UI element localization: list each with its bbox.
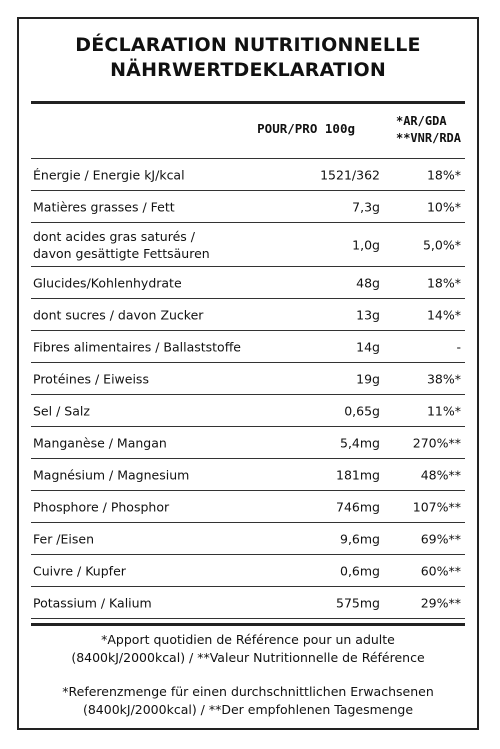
nutrient-value: 5,4mg — [340, 435, 380, 450]
table-row — [31, 395, 465, 427]
nutrient-name: Manganèse / Mangan — [33, 435, 167, 450]
nutrient-name: dont acides gras saturés / davon gesättigte Fettsäuren — [33, 228, 210, 261]
table-row — [31, 427, 465, 459]
nutrient-name: Fer /Eisen — [33, 531, 95, 546]
nutrition-rows — [31, 159, 465, 619]
nutrient-reference: 29%** — [420, 595, 461, 610]
table-row — [31, 363, 465, 395]
nutrient-name: Énergie / Energie kJ/kcal — [33, 167, 185, 182]
nutrient-name: Matières grasses / Fett — [33, 199, 175, 214]
footnote-french-line1: *Apport quotidien de Référence pour un adulte — [101, 632, 395, 647]
nutrient-name: Cuivre / Kupfer — [33, 563, 126, 578]
nutrient-name: dont sucres / davon Zucker — [33, 307, 204, 322]
nutrient-value: 746mg — [336, 499, 380, 514]
footnote-german — [19, 683, 477, 719]
nutrient-name: Fibres alimentaires / Ballaststoffe — [33, 339, 242, 354]
nutrient-name: Protéines / Eiweiss — [33, 371, 149, 386]
nutrient-value: 7,3g — [352, 199, 380, 214]
nutrient-reference: 18%* — [426, 275, 461, 290]
table-row — [31, 331, 465, 363]
table-row — [31, 191, 465, 223]
footnote-german-line1: *Referenzmenge für einen durchschnittlichen Erwachsenen — [62, 684, 434, 699]
nutrient-reference: 60%** — [420, 563, 461, 578]
nutrient-reference: 69%** — [420, 531, 461, 546]
nutrient-value: 1,0g — [352, 237, 380, 252]
nutrient-name: Phosphore / Phosphor — [33, 499, 170, 514]
nutrient-reference: 11%* — [426, 403, 461, 418]
nutrient-value: 575mg — [336, 595, 380, 610]
footnote-german-line2: (8400kJ/2000kcal) / **Der empfohlenen Tagesmenge — [82, 702, 414, 717]
title-french: DÉCLARATION NUTRITIONNELLE — [75, 34, 421, 56]
nutrient-name: Sel / Salz — [33, 403, 90, 418]
table-row — [31, 459, 465, 491]
nutrient-reference: 5,0%* — [422, 237, 461, 252]
table-row — [31, 555, 465, 587]
table-row — [31, 299, 465, 331]
table-row — [31, 587, 465, 619]
nutrient-name: Magnésium / Magnesium — [33, 467, 190, 482]
nutrient-value: 14g — [356, 339, 380, 354]
nutrition-panel — [17, 17, 479, 730]
nutrient-reference: - — [456, 339, 461, 354]
table-row — [31, 491, 465, 523]
reference-header-rda: **VNR/RDA — [395, 131, 461, 145]
footer-divider — [31, 623, 465, 626]
table-row — [31, 523, 465, 555]
header-divider — [31, 101, 465, 104]
nutrient-value: 9,6mg — [340, 531, 380, 546]
nutrient-value: 0,65g — [344, 403, 380, 418]
nutrient-reference: 48%** — [420, 467, 461, 482]
nutrient-value: 48g — [356, 275, 380, 290]
nutrient-reference: 18%* — [426, 167, 461, 182]
table-row — [31, 223, 465, 267]
nutrient-name: Glucides/Kohlenhydrate — [33, 275, 182, 290]
nutrient-value: 0,6mg — [340, 563, 380, 578]
nutrient-value: 13g — [356, 307, 380, 322]
reference-header — [396, 113, 461, 147]
nutrient-reference: 107%** — [412, 499, 461, 514]
nutrient-reference: 14%* — [426, 307, 461, 322]
nutrient-name: Potassium / Kalium — [33, 595, 152, 610]
nutrient-value: 1521/362 — [320, 167, 380, 182]
table-row — [31, 159, 465, 191]
title-german: NÄHRWERTDEKLARATION — [110, 59, 386, 81]
footnote-french-line2: (8400kJ/2000kcal) / **Valeur Nutritionnelle de Référence — [71, 650, 425, 665]
nutrient-reference: 10%* — [426, 199, 461, 214]
nutrient-value: 19g — [356, 371, 380, 386]
reference-header-gda: *AR/GDA — [395, 114, 447, 128]
table-header — [31, 110, 465, 158]
nutrient-value: 181mg — [336, 467, 380, 482]
nutrient-reference: 38%* — [426, 371, 461, 386]
footnote-french — [19, 631, 477, 667]
table-row — [31, 267, 465, 299]
nutrient-reference: 270%** — [412, 435, 461, 450]
per-100g-header: POUR/PRO 100g — [257, 121, 355, 136]
